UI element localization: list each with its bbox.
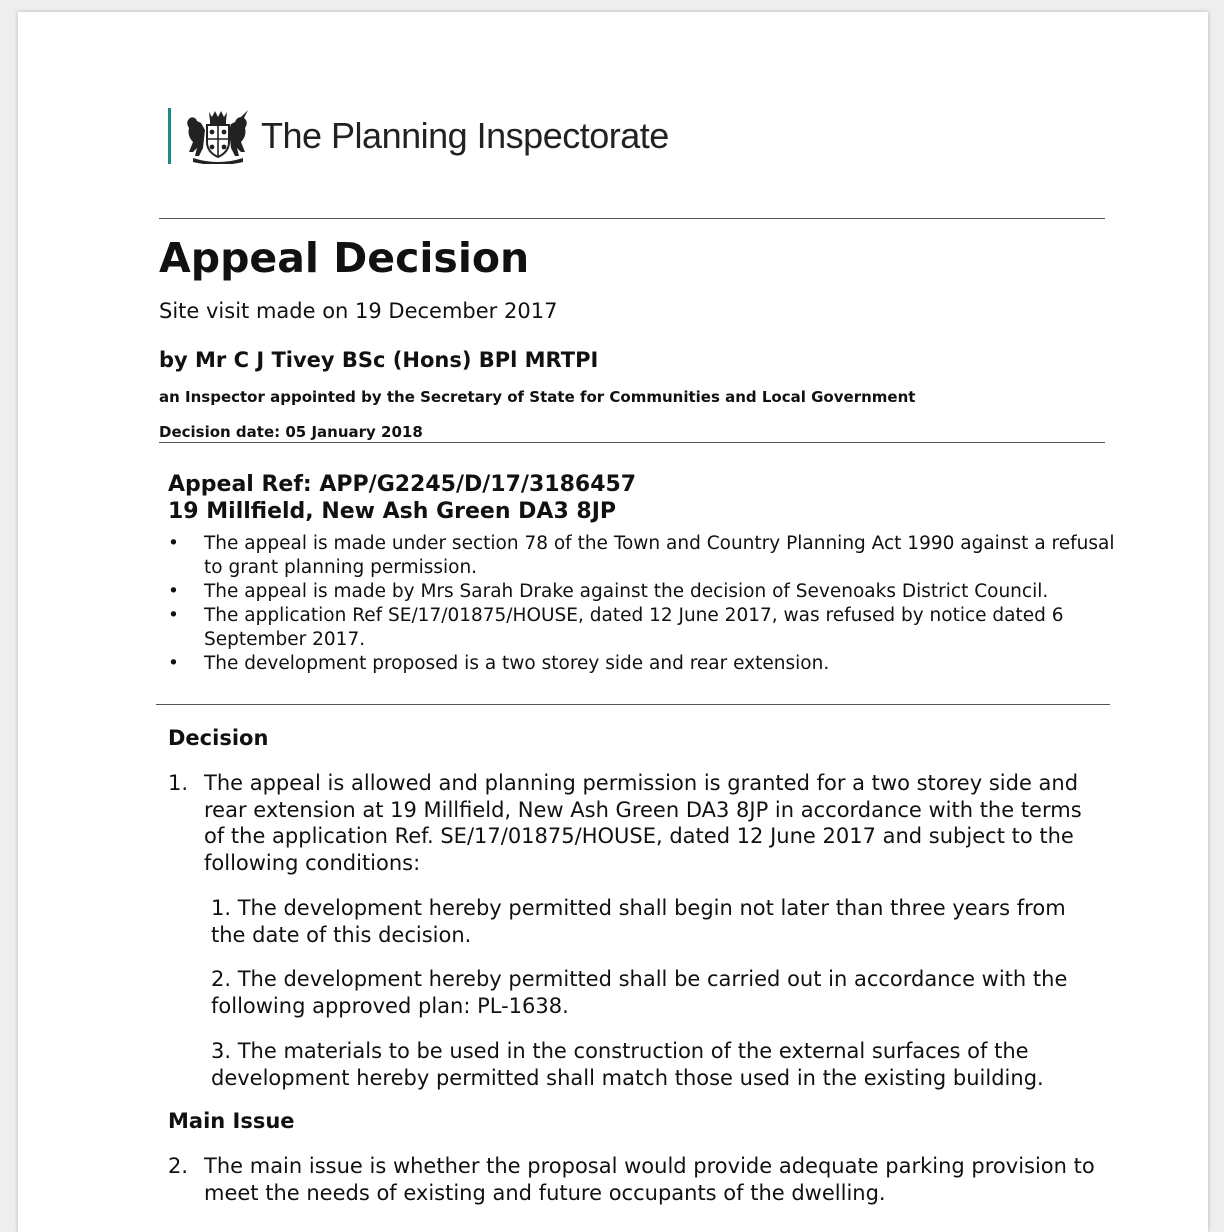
decision-heading: Decision bbox=[168, 726, 269, 750]
appeal-summary-list bbox=[168, 532, 1118, 676]
document-page bbox=[18, 12, 1208, 1232]
summary-divider bbox=[156, 704, 1110, 705]
org-name: The Planning Inspectorate bbox=[261, 115, 669, 156]
list-item: • The appeal is made by Mrs Sarah Drake against the decision of Sevenoaks District Council. bbox=[168, 580, 1118, 604]
list-item: • The development proposed is a two storey side and rear extension. bbox=[168, 652, 1118, 676]
planning-inspectorate-logo bbox=[168, 108, 669, 164]
inspector-appointment: an Inspector appointed by the Secretary of State for Communities and Local Government bbox=[159, 388, 916, 406]
condition-item: 2. The development hereby permitted shall be carried out in accordance with the following approved plan: PL-1638. bbox=[211, 967, 1068, 1018]
main-issue-paragraph bbox=[168, 1153, 1108, 1206]
appeal-reference: Appeal Ref: APP/G2245/D/17/3186457 bbox=[168, 472, 637, 497]
decision-paragraph bbox=[168, 770, 1108, 876]
royal-crest-icon bbox=[181, 108, 253, 164]
condition-item: 3. The materials to be used in the construction of the external surfaces of the development hereby permitted shall match those used in the existing building. bbox=[211, 1039, 1044, 1090]
paragraph-text: The appeal is allowed and planning permission is granted for a two storey side and rear extension at 19 Millfield, New Ash Green DA3 8JP in accordance with the terms of the application Ref. SE/17/01875/HOUSE, dated 12 June 2017 and subject to the following conditions: bbox=[204, 771, 1082, 875]
decision-date: Decision date: 05 January 2018 bbox=[159, 423, 423, 441]
paragraph-number: 1. bbox=[168, 771, 189, 795]
appeal-address: 19 Millfield, New Ash Green DA3 8JP bbox=[168, 499, 617, 524]
list-item: • The application Ref SE/17/01875/HOUSE, dated 12 June 2017, was refused by notice dated 6 September 2017. bbox=[168, 604, 1118, 652]
main-issue-heading: Main Issue bbox=[168, 1109, 295, 1133]
site-visit-date: Site visit made on 19 December 2017 bbox=[159, 299, 558, 323]
decision-date-divider bbox=[159, 442, 1105, 443]
condition-item: 1. The development hereby permitted shall begin not later than three years from the date of this decision. bbox=[211, 896, 1066, 947]
list-item: • The appeal is made under section 78 of the Town and Country Planning Act 1990 against a refusal to grant planning permission. bbox=[168, 532, 1118, 580]
page-title: Appeal Decision bbox=[159, 234, 530, 282]
inspector-name: by Mr C J Tivey BSc (Hons) BPl MRTPI bbox=[159, 348, 599, 372]
header-divider bbox=[159, 218, 1105, 219]
logo-accent-bar bbox=[168, 108, 171, 164]
paragraph-number: 2. bbox=[168, 1154, 189, 1178]
paragraph-text: The main issue is whether the proposal would provide adequate parking provision to meet the needs of existing and future occupants of the dwelling. bbox=[204, 1154, 1095, 1205]
